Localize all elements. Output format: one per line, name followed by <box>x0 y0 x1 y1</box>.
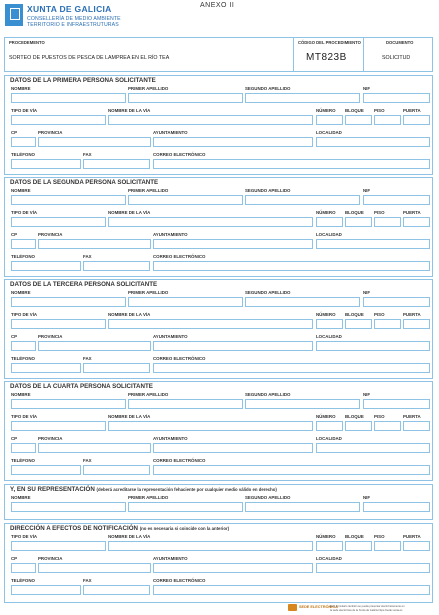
label-segundo-apellido: SEGUNDO APELLIDO <box>245 392 291 397</box>
label-cp: CP <box>11 130 18 135</box>
cp-field[interactable] <box>11 239 36 249</box>
label-telefono: TELÉFONO <box>11 578 35 583</box>
section-applicant-2 <box>4 177 433 277</box>
procedure-code-label: CÓDIGO DEL PROCEDIMIENTO <box>298 40 361 45</box>
document-type: SOLICITUD <box>382 55 411 61</box>
localidad-field[interactable] <box>316 341 430 351</box>
localidad-field[interactable] <box>316 563 430 573</box>
procedure-cell <box>4 37 294 72</box>
label-localidad: LOCALIDAD <box>316 334 342 339</box>
dept-line-1: CONSELLERÍA DE MEDIO AMBIENTE <box>27 16 121 22</box>
primer-apellido-field[interactable] <box>128 195 243 205</box>
label-cp: CP <box>11 334 18 339</box>
label-bloque: BLOQUE <box>345 534 364 539</box>
label-cp: CP <box>11 232 18 237</box>
label-nombre-via: NOMBRE DE LA VÍA <box>108 414 151 419</box>
label-correo: CORREO ELECTRÓNICO <box>153 458 206 463</box>
fax-field[interactable] <box>83 261 150 271</box>
label-piso: PISO <box>374 108 385 113</box>
annex-label: ANEXO II <box>200 2 235 9</box>
label-puerta: PUERTA <box>403 414 421 419</box>
label-nif: NIF <box>363 290 371 295</box>
tipo-via-field[interactable] <box>11 217 106 227</box>
section-applicant-4 <box>4 381 433 481</box>
label-primer-apellido: PRIMER APELLIDO <box>128 290 169 295</box>
numero-field[interactable] <box>316 319 343 329</box>
label-nombre: NOMBRE <box>11 495 31 500</box>
label-bloque: BLOQUE <box>345 108 364 113</box>
label-nombre-via: NOMBRE DE LA VÍA <box>108 108 151 113</box>
label-ayuntamiento: AYUNTAMIENTO <box>153 130 188 135</box>
numero-field[interactable] <box>316 541 343 551</box>
segundo-apellido-field[interactable] <box>245 93 360 103</box>
fax-field[interactable] <box>83 465 150 475</box>
label-nombre-via: NOMBRE DE LA VÍA <box>108 534 151 539</box>
bloque-field[interactable] <box>345 541 372 551</box>
label-piso: PISO <box>374 414 385 419</box>
numero-field[interactable] <box>316 115 343 125</box>
label-bloque: BLOQUE <box>345 210 364 215</box>
label-numero: NÚMERO <box>316 312 336 317</box>
label-primer-apellido: PRIMER APELLIDO <box>128 392 169 397</box>
primer-apellido-field[interactable] <box>128 93 243 103</box>
label-segundo-apellido: SEGUNDO APELLIDO <box>245 188 291 193</box>
label-primer-apellido: PRIMER APELLIDO <box>128 86 169 91</box>
label-nif: NIF <box>363 392 371 397</box>
piso-field[interactable] <box>374 115 401 125</box>
label-localidad: LOCALIDAD <box>316 556 342 561</box>
primer-apellido-field[interactable] <box>128 399 243 409</box>
sede-electronica-label: SEDE ELECTRÓNICA <box>299 605 338 609</box>
label-nombre: NOMBRE <box>11 392 31 397</box>
cp-field[interactable] <box>11 443 36 453</box>
footer-note-line-1: Este formulario también se puede presentar electrónicamente en <box>330 605 405 608</box>
label-nombre-via: NOMBRE DE LA VÍA <box>108 312 151 317</box>
bloque-field[interactable] <box>345 421 372 431</box>
label-fax: FAX <box>83 356 92 361</box>
correo-field[interactable] <box>153 261 430 271</box>
label-provincia: PROVINCIA <box>38 232 63 237</box>
puerta-field[interactable] <box>403 217 430 227</box>
provincia-field[interactable] <box>38 341 151 351</box>
ayuntamiento-field[interactable] <box>153 563 313 573</box>
piso-field[interactable] <box>374 421 401 431</box>
document-cell <box>364 37 433 72</box>
label-cp: CP <box>11 556 18 561</box>
label-fax: FAX <box>83 152 92 157</box>
label-localidad: LOCALIDAD <box>316 130 342 135</box>
section-applicant-1 <box>4 75 433 175</box>
sede-electronica-icon <box>288 604 297 611</box>
nombre-field[interactable] <box>11 399 126 409</box>
xunta-logo <box>5 4 121 32</box>
puerta-field[interactable] <box>403 541 430 551</box>
label-fax: FAX <box>83 458 92 463</box>
provincia-field[interactable] <box>38 239 151 249</box>
label-nombre: NOMBRE <box>11 188 31 193</box>
numero-field[interactable] <box>316 421 343 431</box>
procedure-code-cell <box>294 37 364 72</box>
nombre-via-field[interactable] <box>108 115 313 125</box>
nif-field[interactable] <box>363 399 430 409</box>
section-representative <box>4 484 433 520</box>
ayuntamiento-field[interactable] <box>153 443 313 453</box>
label-segundo-apellido: SEGUNDO APELLIDO <box>245 290 291 295</box>
nif-field[interactable] <box>363 297 430 307</box>
label-tipo-via: TIPO DE VÍA <box>11 414 38 419</box>
ayuntamiento-field[interactable] <box>153 137 313 147</box>
nombre-via-field[interactable] <box>108 217 313 227</box>
section-note: (no es necesaria si coincide con la anterior) <box>139 526 230 531</box>
nombre-via-field[interactable] <box>108 421 313 431</box>
correo-field[interactable] <box>153 585 430 595</box>
label-piso: PISO <box>374 312 385 317</box>
provincia-field[interactable] <box>38 563 151 573</box>
label-puerta: PUERTA <box>403 312 421 317</box>
ayuntamiento-field[interactable] <box>153 341 313 351</box>
label-correo: CORREO ELECTRÓNICO <box>153 152 206 157</box>
label-tipo-via: TIPO DE VÍA <box>11 534 38 539</box>
telefono-field[interactable] <box>11 159 81 169</box>
label-ayuntamiento: AYUNTAMIENTO <box>153 232 188 237</box>
provincia-field[interactable] <box>38 443 151 453</box>
telefono-field[interactable] <box>11 465 81 475</box>
cp-field[interactable] <box>11 341 36 351</box>
label-provincia: PROVINCIA <box>38 130 63 135</box>
primer-apellido-field[interactable] <box>128 502 243 512</box>
telefono-field[interactable] <box>11 363 81 373</box>
section-title: DATOS DE LA SEGUNDA PERSONA SOLICITANTE <box>10 179 159 186</box>
label-provincia: PROVINCIA <box>38 556 63 561</box>
provincia-field[interactable] <box>38 137 151 147</box>
ayuntamiento-field[interactable] <box>153 239 313 249</box>
bloque-field[interactable] <box>345 319 372 329</box>
label-correo: CORREO ELECTRÓNICO <box>153 356 206 361</box>
label-correo: CORREO ELECTRÓNICO <box>153 578 206 583</box>
org-name: XUNTA DE GALICIA <box>27 4 112 14</box>
label-numero: NÚMERO <box>316 414 336 419</box>
segundo-apellido-field[interactable] <box>245 502 360 512</box>
nombre-field[interactable] <box>11 195 126 205</box>
label-cp: CP <box>11 436 18 441</box>
label-provincia: PROVINCIA <box>38 436 63 441</box>
cp-field[interactable] <box>11 563 36 573</box>
section-note: (deberá acreditarse la representación fehaciente por cualquier medio válido en derecho) <box>96 487 277 492</box>
nif-field[interactable] <box>363 93 430 103</box>
segundo-apellido-field[interactable] <box>245 297 360 307</box>
nif-field[interactable] <box>363 195 430 205</box>
section-applicant-3 <box>4 279 433 379</box>
localidad-field[interactable] <box>316 443 430 453</box>
section-title: DATOS DE LA PRIMERA PERSONA SOLICITANTE <box>10 77 156 84</box>
section-title-text: DIRECCIÓN A EFECTOS DE NOTIFICACIÓN <box>10 525 138 532</box>
procedure-code: MT823B <box>306 52 347 63</box>
correo-field[interactable] <box>153 363 430 373</box>
cp-field[interactable] <box>11 137 36 147</box>
nombre-field[interactable] <box>11 297 126 307</box>
telefono-field[interactable] <box>11 261 81 271</box>
label-nombre: NOMBRE <box>11 86 31 91</box>
primer-apellido-field[interactable] <box>128 297 243 307</box>
correo-field[interactable] <box>153 465 430 475</box>
label-numero: NÚMERO <box>316 108 336 113</box>
label-primer-apellido: PRIMER APELLIDO <box>128 495 169 500</box>
label-telefono: TELÉFONO <box>11 458 35 463</box>
nombre-field[interactable] <box>11 502 126 512</box>
label-piso: PISO <box>374 534 385 539</box>
label-fax: FAX <box>83 254 92 259</box>
puerta-field[interactable] <box>403 421 430 431</box>
bloque-field[interactable] <box>345 115 372 125</box>
label-nombre: NOMBRE <box>11 290 31 295</box>
label-bloque: BLOQUE <box>345 414 364 419</box>
label-tipo-via: TIPO DE VÍA <box>11 312 38 317</box>
label-nombre-via: NOMBRE DE LA VÍA <box>108 210 151 215</box>
nombre-via-field[interactable] <box>108 319 313 329</box>
label-numero: NÚMERO <box>316 534 336 539</box>
nif-field[interactable] <box>363 502 430 512</box>
puerta-field[interactable] <box>403 115 430 125</box>
fax-field[interactable] <box>83 363 150 373</box>
segundo-apellido-field[interactable] <box>245 399 360 409</box>
piso-field[interactable] <box>374 217 401 227</box>
section-title: DATOS DE LA TERCERA PERSONA SOLICITANTE <box>10 281 158 288</box>
label-segundo-apellido: SEGUNDO APELLIDO <box>245 495 291 500</box>
section-title <box>10 486 277 493</box>
label-fax: FAX <box>83 578 92 583</box>
label-puerta: PUERTA <box>403 108 421 113</box>
label-bloque: BLOQUE <box>345 312 364 317</box>
procedure-label: PROCEDEMENTO <box>9 40 45 45</box>
label-telefono: TELÉFONO <box>11 356 35 361</box>
label-nif: NIF <box>363 86 371 91</box>
footer-note-line-2: la sede electrónica de la Xunta de Galicia https://sede.xunta.es <box>330 609 403 612</box>
section-notification-address <box>4 523 433 603</box>
fax-field[interactable] <box>83 159 150 169</box>
nombre-field[interactable] <box>11 93 126 103</box>
section-title <box>10 525 229 532</box>
label-ayuntamiento: AYUNTAMIENTO <box>153 334 188 339</box>
section-title: DATOS DE LA CUARTA PERSONA SOLICITANTE <box>10 383 153 390</box>
telefono-field[interactable] <box>11 585 81 595</box>
tipo-via-field[interactable] <box>11 541 106 551</box>
procedure-title: SORTEO DE PUESTOS DE PESCA DE LAMPREA EN EL RÍO TEA <box>9 55 170 61</box>
bloque-field[interactable] <box>345 217 372 227</box>
dept-line-2: TERRITORIO E INFRAESTRUTURAS <box>27 22 119 28</box>
numero-field[interactable] <box>316 217 343 227</box>
label-nif: NIF <box>363 495 371 500</box>
label-numero: NÚMERO <box>316 210 336 215</box>
tipo-via-field[interactable] <box>11 115 106 125</box>
label-puerta: PUERTA <box>403 210 421 215</box>
label-primer-apellido: PRIMER APELLIDO <box>128 188 169 193</box>
label-ayuntamiento: AYUNTAMIENTO <box>153 436 188 441</box>
label-localidad: LOCALIDAD <box>316 436 342 441</box>
label-correo: CORREO ELECTRÓNICO <box>153 254 206 259</box>
label-localidad: LOCALIDAD <box>316 232 342 237</box>
nombre-via-field[interactable] <box>108 541 313 551</box>
document-label: DOCUMENTO <box>386 40 414 45</box>
localidad-field[interactable] <box>316 137 430 147</box>
label-telefono: TELÉFONO <box>11 254 35 259</box>
label-puerta: PUERTA <box>403 534 421 539</box>
section-title-text: Y, EN SU REPRESENTACIÓN <box>10 486 95 493</box>
label-tipo-via: TIPO DE VÍA <box>11 210 38 215</box>
piso-field[interactable] <box>374 541 401 551</box>
piso-field[interactable] <box>374 319 401 329</box>
correo-field[interactable] <box>153 159 430 169</box>
label-telefono: TELÉFONO <box>11 152 35 157</box>
xunta-emblem-icon <box>5 4 23 26</box>
puerta-field[interactable] <box>403 319 430 329</box>
tipo-via-field[interactable] <box>11 421 106 431</box>
fax-field[interactable] <box>83 585 150 595</box>
label-nif: NIF <box>363 188 371 193</box>
label-tipo-via: TIPO DE VÍA <box>11 108 38 113</box>
label-ayuntamiento: AYUNTAMIENTO <box>153 556 188 561</box>
tipo-via-field[interactable] <box>11 319 106 329</box>
localidad-field[interactable] <box>316 239 430 249</box>
label-provincia: PROVINCIA <box>38 334 63 339</box>
label-piso: PISO <box>374 210 385 215</box>
label-segundo-apellido: SEGUNDO APELLIDO <box>245 86 291 91</box>
segundo-apellido-field[interactable] <box>245 195 360 205</box>
